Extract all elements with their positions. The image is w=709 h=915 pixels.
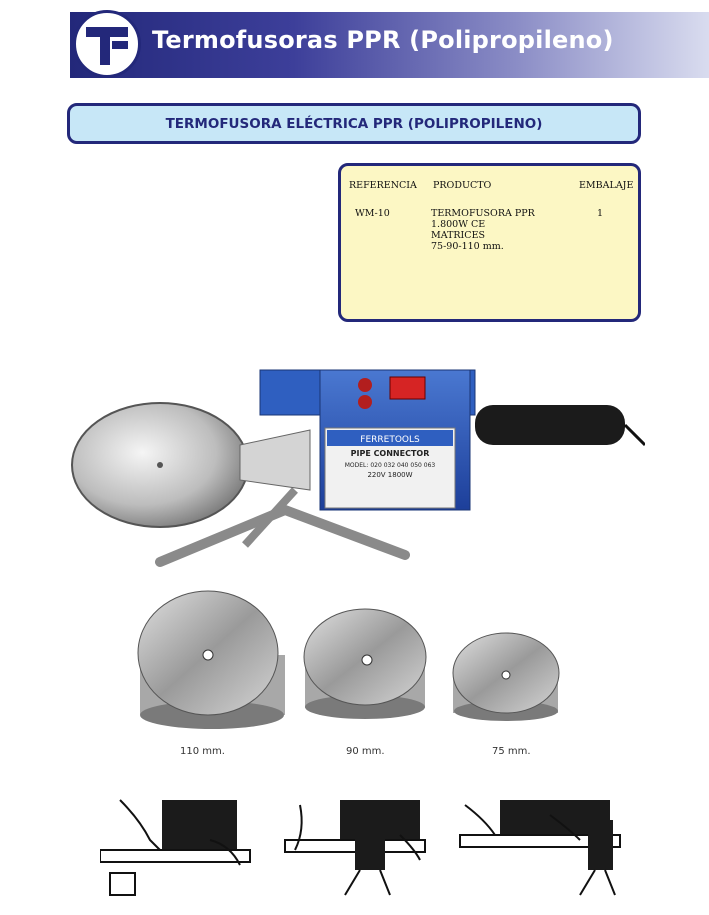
- brand-logo: [73, 10, 141, 78]
- producto-line: TERMOFUSORA PPR: [431, 208, 535, 219]
- heat-fusion-machine-illustration: [65, 350, 645, 575]
- usage-step-1: [100, 800, 250, 895]
- producto-line: 75-90-110 mm.: [431, 241, 504, 252]
- die-label-90: 90 mm.: [346, 746, 385, 757]
- machine-power-text: 220V 1800W: [367, 471, 413, 479]
- producto-line: MATRICES: [431, 230, 486, 241]
- product-photo: [65, 350, 645, 575]
- usage-step-3: [460, 800, 620, 895]
- page-title: Termofusoras PPR (Polipropileno): [152, 26, 614, 54]
- usage-illustrations: [100, 795, 640, 905]
- usage-instructions: [100, 795, 640, 905]
- cell-producto: [431, 208, 535, 252]
- cell-embalaje: 1: [597, 208, 604, 219]
- section-title: TERMOFUSORA ELÉCTRICA PPR (POLIPROPILENO): [165, 115, 543, 132]
- section-header: [67, 103, 641, 144]
- cell-referencia: WM-10: [355, 208, 390, 219]
- spec-table: [338, 163, 641, 322]
- producto-line: 1.800W CE: [431, 219, 486, 230]
- machine-model-text: PIPE CONNECTOR: [350, 449, 430, 458]
- dies-illustration: [130, 585, 570, 745]
- col-header-producto: PRODUCTO: [433, 180, 492, 191]
- matrices-set: [130, 585, 570, 745]
- col-header-referencia: REFERENCIA: [349, 180, 417, 191]
- machine-model-code: MODEL: 020 032 040 050 063: [344, 462, 436, 469]
- usage-step-2: [285, 800, 425, 895]
- machine-brand-text: FERRETOOLS: [360, 435, 420, 445]
- die-label-110: 110 mm.: [180, 746, 225, 757]
- col-header-embalaje: EMBALAJE: [579, 180, 634, 191]
- die-label-75: 75 mm.: [492, 746, 531, 757]
